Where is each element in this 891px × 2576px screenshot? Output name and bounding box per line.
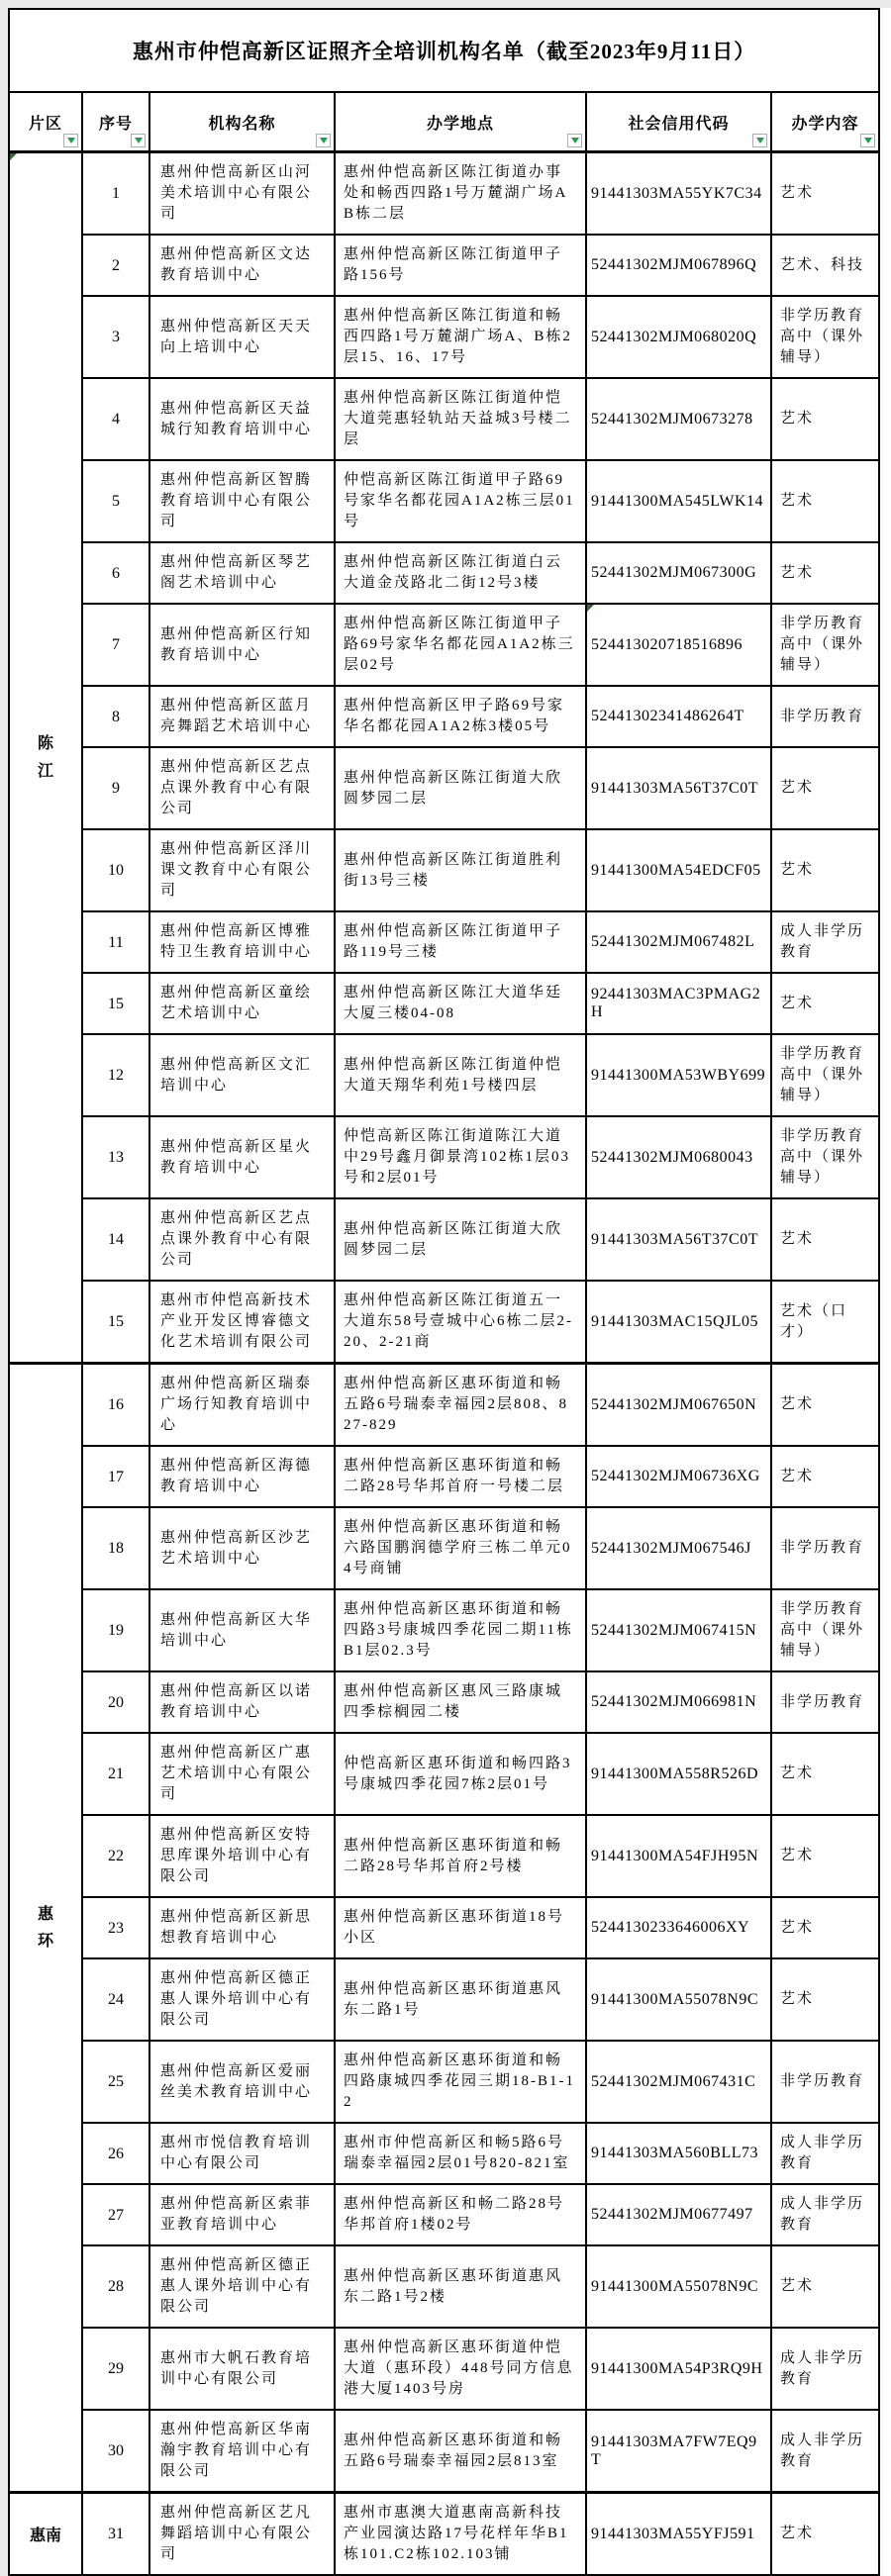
row-number-cell[interactable]: 12 (82, 1034, 149, 1116)
content-cell[interactable]: 非学历教育 (771, 1671, 879, 1733)
credit-code-cell[interactable]: 52441302MJM0677497 (586, 2184, 771, 2245)
table-row (9, 2328, 879, 2410)
credit-code-cell[interactable]: 91441303MA56T37C0T (586, 747, 771, 829)
address-cell[interactable]: 惠州仲恺高新区惠环街道18号小区 (335, 1897, 586, 1958)
row-number-cell[interactable]: 26 (82, 2123, 149, 2184)
table-row (9, 235, 879, 296)
institution-name-cell[interactable]: 惠州仲恺高新区天益城行知教育培训中心 (149, 378, 335, 460)
content-cell[interactable]: 非学历教育 (771, 1507, 879, 1589)
table-row (9, 1897, 879, 1958)
address-cell[interactable]: 惠州仲恺高新区惠环街道仲恺大道（惠环段）448号同方信息港大厦1403号房 (335, 2328, 586, 2410)
address-cell[interactable]: 惠州仲恺高新区惠环街道和畅二路28号华邦首府一号楼二层 (335, 1446, 586, 1507)
row-number-cell[interactable]: 23 (82, 1897, 149, 1958)
content-cell[interactable]: 成人非学历教育 (771, 2123, 879, 2184)
institution-name-cell[interactable]: 惠州仲恺高新区德正惠人课外培训中心有限公司 (149, 2245, 335, 2328)
filter-dropdown-icon[interactable] (860, 134, 875, 147)
row-number-cell[interactable]: 21 (82, 1733, 149, 1815)
content-cell[interactable]: 艺术 (771, 1897, 879, 1958)
filter-dropdown-icon[interactable] (63, 134, 78, 147)
row-number-cell[interactable]: 25 (82, 2041, 149, 2123)
row-number-cell[interactable]: 11 (82, 911, 149, 973)
address-cell[interactable]: 惠州市仲恺高新区和畅5路6号瑞泰幸福园2层01号820-821室 (335, 2123, 586, 2184)
table-row (9, 2184, 879, 2245)
address-cell[interactable]: 惠州仲恺高新区惠环街道和畅五路6号瑞泰幸福园2层813室 (335, 2410, 586, 2493)
institution-name-cell[interactable]: 惠州仲恺高新区以诺教育培训中心 (149, 1671, 335, 1733)
district-label: 惠南 (29, 2528, 61, 2544)
credit-code-cell[interactable]: 5244130233646006XY (586, 1897, 771, 1958)
address-cell[interactable]: 惠州仲恺高新区惠环街道惠风东二路1号 (335, 1958, 586, 2041)
credit-code-cell[interactable]: 91441300MA54P3RQ9H (586, 2328, 771, 2410)
institution-name-cell[interactable]: 惠州仲恺高新区大华培训中心 (149, 1589, 335, 1671)
table-row (9, 2245, 879, 2328)
content-cell[interactable]: 艺术 (771, 1198, 879, 1281)
district-label: 陈江 (37, 735, 53, 780)
table-row (9, 1507, 879, 1589)
institution-name-cell[interactable]: 惠州仲恺高新区童绘艺术培训中心 (149, 973, 335, 1034)
column-header-5[interactable] (771, 92, 879, 152)
address-cell[interactable]: 惠州仲恺高新区陈江街道甲子路119号三楼 (335, 911, 586, 973)
chevron-down-icon (320, 138, 328, 143)
content-cell[interactable]: 非学历教育 (771, 2041, 879, 2123)
table-row (9, 1446, 879, 1507)
content-cell[interactable]: 艺术 (771, 460, 879, 542)
address-cell[interactable]: 仲恺高新区陈江街道陈江大道中29号鑫月御景湾102栋1层03号和2层01号 (335, 1116, 586, 1198)
filter-dropdown-icon[interactable] (567, 134, 582, 147)
address-cell[interactable]: 惠州仲恺高新区陈江街道白云大道金茂路北二街12号3楼 (335, 542, 586, 604)
address-cell[interactable]: 惠州仲恺高新区陈江街道和畅西四路1号万麓湖广场A、B栋2层15、16、17号 (335, 296, 586, 378)
institution-name-cell[interactable]: 惠州仲恺高新区山河美术培训中心有限公司 (149, 152, 335, 236)
content-cell[interactable]: 艺术 (771, 152, 879, 236)
chevron-down-icon (135, 138, 143, 143)
table-row (9, 2410, 879, 2493)
institution-name-cell[interactable]: 惠州仲恺高新区艺凡舞蹈培训中心有限公司 (149, 2493, 335, 2576)
address-cell[interactable]: 惠州仲恺高新区惠风三路康城四季棕榈园二楼 (335, 1671, 586, 1733)
institution-name-cell[interactable]: 惠州仲恺高新区星火教育培训中心 (149, 1116, 335, 1198)
credit-code-cell[interactable]: 52441302MJM0680043 (586, 1116, 771, 1198)
address-cell[interactable]: 惠州仲恺高新区陈江街道仲恺大道天翔华利苑1号楼四层 (335, 1034, 586, 1116)
column-header-label: 序号 (98, 115, 133, 133)
institution-name-cell[interactable]: 惠州市大帆石教育培训中心有限公司 (149, 2328, 335, 2410)
table-row (9, 1364, 879, 1447)
content-cell[interactable]: 艺术 (771, 1364, 879, 1447)
table-row (9, 1589, 879, 1671)
credit-code-cell[interactable]: 91441300MA558R526D (586, 1733, 771, 1815)
content-cell[interactable]: 非学历教育高中（课外辅导） (771, 1116, 879, 1198)
table-row (9, 1116, 879, 1198)
institution-name-cell[interactable]: 惠州市悦信教育培训中心有限公司 (149, 2123, 335, 2184)
institution-name-cell[interactable]: 惠州仲恺高新区行知教育培训中心 (149, 604, 335, 686)
credit-code-cell[interactable]: 91441303MA7FW7EQ9T (586, 2410, 771, 2493)
column-header-label: 办学地点 (426, 115, 494, 133)
column-header-label: 片区 (28, 115, 62, 133)
institution-name-cell[interactable]: 惠州仲恺高新区文汇培训中心 (149, 1034, 335, 1116)
credit-code-cell[interactable]: 52441302MJM067415N (586, 1589, 771, 1671)
content-cell[interactable]: 艺术 (771, 829, 879, 911)
table-body (9, 152, 879, 2576)
table-row (9, 1281, 879, 1364)
content-cell[interactable]: 艺术、科技 (771, 235, 879, 296)
credit-code-cell[interactable]: 91441303MA55YFJ591 (586, 2493, 771, 2576)
table-row (9, 1958, 879, 2041)
row-number-cell[interactable]: 4 (82, 378, 149, 460)
column-header-1[interactable] (82, 92, 149, 152)
column-header-label: 机构名称 (208, 115, 276, 133)
row-number-cell[interactable]: 22 (82, 1815, 149, 1897)
row-number-cell[interactable]: 20 (82, 1671, 149, 1733)
credit-code-cell[interactable]: 52441302MJM067482L (586, 911, 771, 973)
credit-code-cell[interactable]: 91441300MA53WBY699 (586, 1034, 771, 1116)
credit-code-cell[interactable]: 91441303MA56T37C0T (586, 1198, 771, 1281)
credit-code-cell[interactable]: 91441300MA55078N9C (586, 2245, 771, 2328)
address-cell[interactable]: 惠州仲恺高新区陈江大道华廷大厦三楼04-08 (335, 973, 586, 1034)
content-cell[interactable]: 艺术 (771, 1446, 879, 1507)
address-cell[interactable]: 仲恺高新区惠环街道和畅四路3号康城四季花园7栋2层01号 (335, 1733, 586, 1815)
content-cell[interactable]: 艺术 (771, 1958, 879, 2041)
address-cell[interactable]: 惠州仲恺高新区惠环街道和畅四路3号康城四季花园二期11栋B1层02.3号 (335, 1589, 586, 1671)
institution-name-cell[interactable]: 惠州仲恺高新区沙艺艺术培训中心 (149, 1507, 335, 1589)
district-cell[interactable] (9, 1364, 82, 2493)
institution-name-cell[interactable]: 惠州仲恺高新区艺点点课外教育中心有限公司 (149, 747, 335, 829)
institution-name-cell[interactable]: 惠州仲恺高新区安特思库课外培训中心有限公司 (149, 1815, 335, 1897)
credit-code-cell[interactable]: 52441302MJM0673278 (586, 378, 771, 460)
content-cell[interactable]: 艺术 (771, 2493, 879, 2576)
address-cell[interactable]: 惠州仲恺高新区惠环街道和畅二路28号华邦首府2号楼 (335, 1815, 586, 1897)
column-header-label: 社会信用代码 (628, 115, 730, 133)
address-cell[interactable]: 惠州仲恺高新区陈江街道大欣圆梦园二层 (335, 1198, 586, 1281)
table-row (9, 2123, 879, 2184)
institution-name-cell[interactable]: 惠州市仲恺高新技术产业开发区博睿德文化艺术培训有限公司 (149, 1281, 335, 1364)
row-number-cell[interactable]: 6 (82, 542, 149, 604)
column-header-label: 办学内容 (791, 115, 859, 133)
spreadsheet-sheet (8, 8, 891, 2576)
table-row (9, 1815, 879, 1897)
table-row (9, 829, 879, 911)
row-number-cell[interactable]: 13 (82, 1116, 149, 1198)
row-number-cell[interactable]: 1 (82, 152, 149, 236)
training-institutions-table (8, 8, 880, 2576)
credit-code-cell[interactable]: 52441302MJM068020Q (586, 296, 771, 378)
filter-dropdown-icon[interactable] (131, 134, 146, 147)
column-header-3[interactable] (335, 92, 586, 152)
credit-code-cell[interactable]: 52441302MJM06736XG (586, 1446, 771, 1507)
address-cell[interactable]: 惠州仲恺高新区陈江街道甲子路69号家华名都花园A1A2栋三层02号 (335, 604, 586, 686)
table-row (9, 1733, 879, 1815)
filter-dropdown-icon[interactable] (316, 134, 331, 147)
table-row (9, 152, 879, 236)
credit-code-cell[interactable]: 52441302MJM067650N (586, 1364, 771, 1447)
content-cell[interactable]: 成人非学历教育 (771, 2184, 879, 2245)
table-row (9, 1671, 879, 1733)
row-number-cell[interactable]: 9 (82, 747, 149, 829)
row-number-cell[interactable]: 5 (82, 460, 149, 542)
credit-code-cell[interactable]: 91441303MAC15QJL05 (586, 1281, 771, 1364)
column-header-row (9, 92, 879, 152)
row-number-cell[interactable]: 3 (82, 296, 149, 378)
row-number-cell[interactable]: 8 (82, 686, 149, 747)
institution-name-cell[interactable]: 惠州仲恺高新区索菲亚教育培训中心 (149, 2184, 335, 2245)
row-number-cell[interactable]: 16 (82, 1364, 149, 1447)
content-cell[interactable]: 成人非学历教育 (771, 2410, 879, 2493)
credit-code-cell[interactable]: 92441303MAC3PMAG2H (586, 973, 771, 1034)
content-cell[interactable]: 非学历教育 (771, 686, 879, 747)
content-cell[interactable]: 成人非学历教育 (771, 2328, 879, 2410)
credit-code-cell[interactable]: 91441303MA560BLL73 (586, 2123, 771, 2184)
content-cell[interactable]: 艺术 (771, 1733, 879, 1815)
address-cell[interactable]: 惠州仲恺高新区陈江街道仲恺大道莞惠轻轨站天益城3号楼二层 (335, 378, 586, 460)
content-cell[interactable]: 非学历教育高中（课外辅导） (771, 296, 879, 378)
table-row (9, 2493, 879, 2576)
district-label: 惠环 (37, 1905, 53, 1950)
content-cell[interactable]: 艺术 (771, 378, 879, 460)
credit-code-cell[interactable]: 91441300MA55078N9C (586, 1958, 771, 2041)
row-number-cell[interactable]: 7 (82, 604, 149, 686)
address-cell[interactable]: 惠州仲恺高新区甲子路69号家华名都花园A1A2栋3楼05号 (335, 686, 586, 747)
institution-name-cell[interactable]: 惠州仲恺高新区艺点点课外教育中心有限公司 (149, 1198, 335, 1281)
credit-code-cell[interactable]: 52441302MJM067896Q (586, 235, 771, 296)
row-number-cell[interactable]: 30 (82, 2410, 149, 2493)
address-cell[interactable]: 惠州仲恺高新区陈江街道五一大道东58号壹城中心6栋二层2-20、2-21商 (335, 1281, 586, 1364)
content-cell[interactable]: 成人非学历教育 (771, 911, 879, 973)
content-cell[interactable]: 非学历教育高中（课外辅导） (771, 1034, 879, 1116)
table-row (9, 973, 879, 1034)
institution-name-cell[interactable]: 惠州仲恺高新区天天向上培训中心 (149, 296, 335, 378)
institution-name-cell[interactable]: 惠州仲恺高新区新思想教育培训中心 (149, 1897, 335, 1958)
address-cell[interactable]: 惠州仲恺高新区惠环街道和畅四路康城四季花园三期18-B1-12 (335, 2041, 586, 2123)
table-row (9, 1198, 879, 1281)
chevron-down-icon (67, 138, 75, 143)
address-cell[interactable]: 惠州仲恺高新区和畅二路28号华邦首府1楼02号 (335, 2184, 586, 2245)
credit-code-cell[interactable]: 91441300MA54FJH95N (586, 1815, 771, 1897)
credit-code-cell[interactable]: 52441302MJM067546J (586, 1507, 771, 1589)
row-number-cell[interactable]: 19 (82, 1589, 149, 1671)
table-row (9, 460, 879, 542)
credit-code-cell[interactable]: 91441303MA55YK7C34 (586, 152, 771, 236)
credit-code-cell[interactable]: 52441302341486264T (586, 686, 771, 747)
credit-code-cell[interactable]: 524413020718516896 (586, 604, 771, 686)
table-row (9, 542, 879, 604)
address-cell[interactable]: 惠州仲恺高新区陈江街道胜利街13号三楼 (335, 829, 586, 911)
institution-name-cell[interactable]: 惠州仲恺高新区爱丽丝美术教育培训中心 (149, 2041, 335, 2123)
row-number-cell[interactable]: 31 (82, 2493, 149, 2576)
column-header-4[interactable] (586, 92, 771, 152)
credit-code-cell[interactable]: 52441302MJM067300G (586, 542, 771, 604)
table-row (9, 1034, 879, 1116)
table-row (9, 296, 879, 378)
address-cell[interactable]: 仲恺高新区陈江街道甲子路69号家华名都花园A1A2栋三层01号 (335, 460, 586, 542)
institution-name-cell[interactable]: 惠州仲恺高新区文达教育培训中心 (149, 235, 335, 296)
credit-code-cell[interactable]: 91441300MA545LWK14 (586, 460, 771, 542)
institution-name-cell[interactable]: 惠州仲恺高新区博雅特卫生教育培训中心 (149, 911, 335, 973)
address-cell[interactable]: 惠州仲恺高新区陈江街道大欣圆梦园二层 (335, 747, 586, 829)
institution-name-cell[interactable]: 惠州仲恺高新区蓝月亮舞蹈艺术培训中心 (149, 686, 335, 747)
table-row (9, 2041, 879, 2123)
column-header-2[interactable] (149, 92, 335, 152)
row-number-cell[interactable]: 17 (82, 1446, 149, 1507)
institution-name-cell[interactable]: 惠州仲恺高新区华南瀚宇教育培训中心有限公司 (149, 2410, 335, 2493)
row-number-cell[interactable]: 24 (82, 1958, 149, 2041)
filter-dropdown-icon[interactable] (752, 134, 767, 147)
content-cell[interactable]: 非学历教育高中（课外辅导） (771, 604, 879, 686)
content-cell[interactable]: 艺术 (771, 2245, 879, 2328)
content-cell[interactable]: 艺术 (771, 1815, 879, 1897)
credit-code-cell[interactable]: 52441302MJM067431C (586, 2041, 771, 2123)
address-cell[interactable]: 惠州仲恺高新区惠环街道和畅六路国鹏润德学府三栋二单元04号商铺 (335, 1507, 586, 1589)
credit-code-cell[interactable]: 91441300MA54EDCF05 (586, 829, 771, 911)
institution-name-cell[interactable]: 惠州仲恺高新区德正惠人课外培训中心有限公司 (149, 1958, 335, 2041)
content-cell[interactable]: 艺术 (771, 973, 879, 1034)
table-row (9, 747, 879, 829)
institution-name-cell[interactable]: 惠州仲恺高新区泽川课文教育中心有限公司 (149, 829, 335, 911)
row-number-cell[interactable]: 2 (82, 235, 149, 296)
table-row (9, 378, 879, 460)
institution-name-cell[interactable]: 惠州仲恺高新区琴艺阁艺术培训中心 (149, 542, 335, 604)
content-cell[interactable]: 艺术（口才） (771, 1281, 879, 1364)
row-number-cell[interactable]: 29 (82, 2328, 149, 2410)
address-cell[interactable]: 惠州仲恺高新区陈江街道甲子路156号 (335, 235, 586, 296)
chevron-down-icon (756, 138, 764, 143)
row-number-cell[interactable]: 14 (82, 1198, 149, 1281)
institution-name-cell[interactable]: 惠州仲恺高新区瑞泰广场行知教育培训中心 (149, 1364, 335, 1447)
row-number-cell[interactable]: 10 (82, 829, 149, 911)
address-cell[interactable]: 惠州仲恺高新区惠环街道和畅五路6号瑞泰幸福园2层808、827-829 (335, 1364, 586, 1447)
institution-name-cell[interactable]: 惠州仲恺高新区智腾教育培训中心有限公司 (149, 460, 335, 542)
row-number-cell[interactable]: 27 (82, 2184, 149, 2245)
row-number-cell[interactable]: 18 (82, 1507, 149, 1589)
content-cell[interactable]: 艺术 (771, 542, 879, 604)
table-row (9, 686, 879, 747)
address-cell[interactable]: 惠州市惠澳大道惠南高新科技产业园演达路17号花样年华B1栋101.C2栋102.103铺 (335, 2493, 586, 2576)
district-cell[interactable] (9, 152, 82, 1364)
institution-name-cell[interactable]: 惠州仲恺高新区海德教育培训中心 (149, 1446, 335, 1507)
chevron-down-icon (864, 138, 872, 143)
chevron-down-icon (571, 138, 579, 143)
district-cell[interactable] (9, 2493, 82, 2576)
table-row (9, 604, 879, 686)
address-cell[interactable]: 惠州仲恺高新区陈江街道办事处和畅西四路1号万麓湖广场AB栋二层 (335, 152, 586, 236)
table-title: 惠州市仲恺高新区证照齐全培训机构名单（截至2023年9月11日） (9, 9, 879, 92)
content-cell[interactable]: 艺术 (771, 747, 879, 829)
address-cell[interactable]: 惠州仲恺高新区惠环街道惠风东二路1号2楼 (335, 2245, 586, 2328)
row-number-cell[interactable]: 28 (82, 2245, 149, 2328)
column-header-0[interactable] (9, 92, 82, 152)
row-number-cell[interactable]: 15 (82, 1281, 149, 1364)
institution-name-cell[interactable]: 惠州仲恺高新区广惠艺术培训中心有限公司 (149, 1733, 335, 1815)
row-number-cell[interactable]: 15 (82, 973, 149, 1034)
content-cell[interactable]: 非学历教育高中（课外辅导） (771, 1589, 879, 1671)
table-row (9, 911, 879, 973)
credit-code-cell[interactable]: 52441302MJM066981N (586, 1671, 771, 1733)
